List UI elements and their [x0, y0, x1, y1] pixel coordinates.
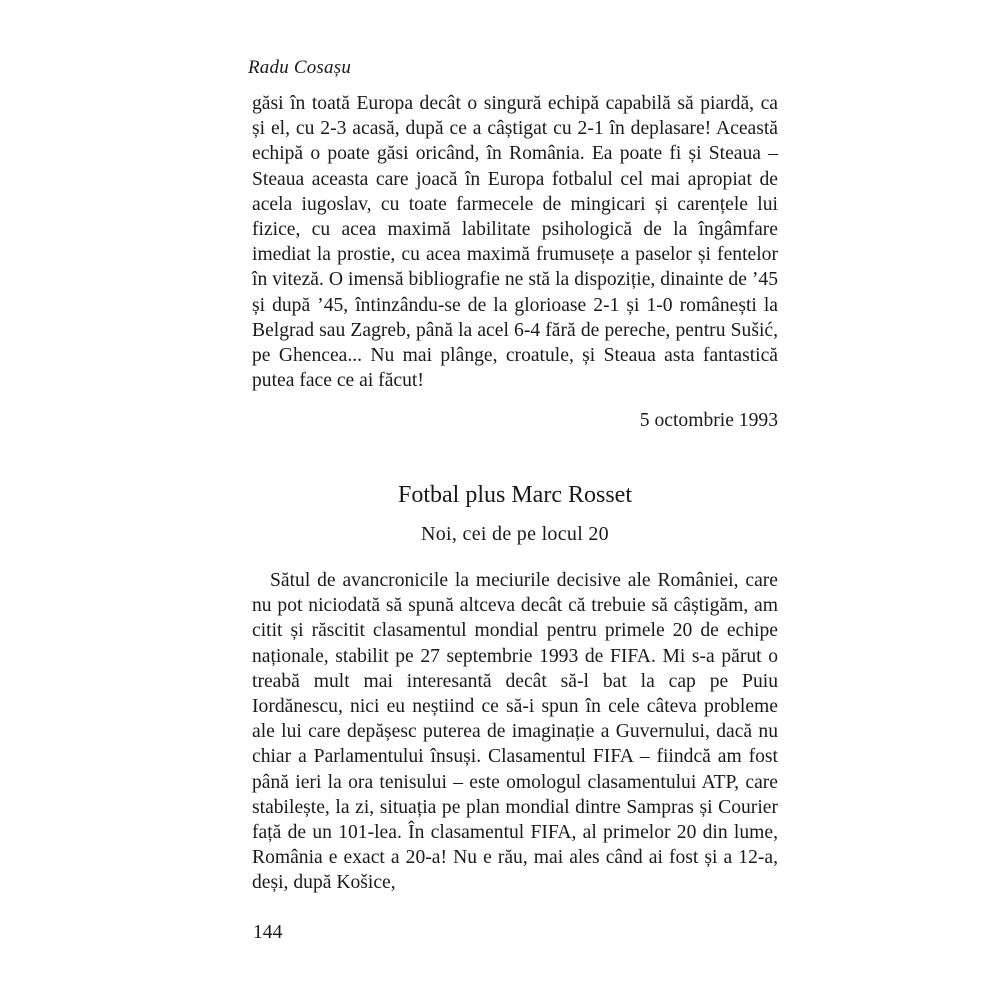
page-number: 144: [253, 922, 283, 943]
body-paragraph: Sătul de avancronicile la meciurile decisive ale României, care nu pot niciodată să spună altceva decât că trebuie să câștigăm, am citit și răscitit clasamentul mondial pentru primele 20 de echipe naționale, stabilit pe 27 septembrie 1993 de FIFA. Mi s-a părut o treabă mult mai interesantă decât să-l bat la cap pe Puiu Iordănescu, nici eu neștiind ce să-i spun în cele câteva probleme ale lui care depășesc puterea de imaginație a Guvernului, dacă nu chiar a Parlamentului însuși. Clasamentul FIFA – fiindcă am fost până ieri la ora tenisului – este omologul clasamentului ATP, care stabilește, la zi, situația pe plan mondial dintre Sampras și Courier față de un 101-lea. În clasamentul FIFA, al primelor 20 din lume, România e exact a 20-a! Nu e rău, mai ales când ai fost și a 12-a, deși, după Košice,: [252, 570, 778, 894]
article-date: 5 octombrie 1993: [639, 410, 778, 431]
article-title: Fotbal plus Marc Rosset: [398, 482, 632, 508]
running-header-author: Radu Cosașu: [248, 57, 352, 78]
article-subtitle: Noi, cei de pe locul 20: [421, 523, 609, 545]
body-paragraph-continued: găsi în toată Europa decât o singură echipă capabilă să piardă, ca și el, cu 2-3 acasă, după ce a câștigat cu 2-1 în deplasare! Această echipă o poate găsi oricând, în România. Ea poate fi și Steaua – Steaua aceasta care joacă în Europa fotbalul cel mai apropiat de acela iugoslav, cu toate farmecele de mingicari și carențele lui fizice, cu acea maximă labilitate psihologică de la îngâmfare imediat la prostie, cu acea maximă frumusețe a paselor și fentelor în viteză. O imensă bibliografie ne stă la dispoziție, dinainte de ’45 și după ’45, întinzându-se de la glorioase 2-1 și 1-0 românești la Belgrad sau Zagreb, până la acel 6-4 fără de pereche, pentru Sušić, pe Ghencea... Nu mai plânge, croatule, și Steaua asta fantastică putea face ce ai făcut!: [252, 93, 778, 392]
